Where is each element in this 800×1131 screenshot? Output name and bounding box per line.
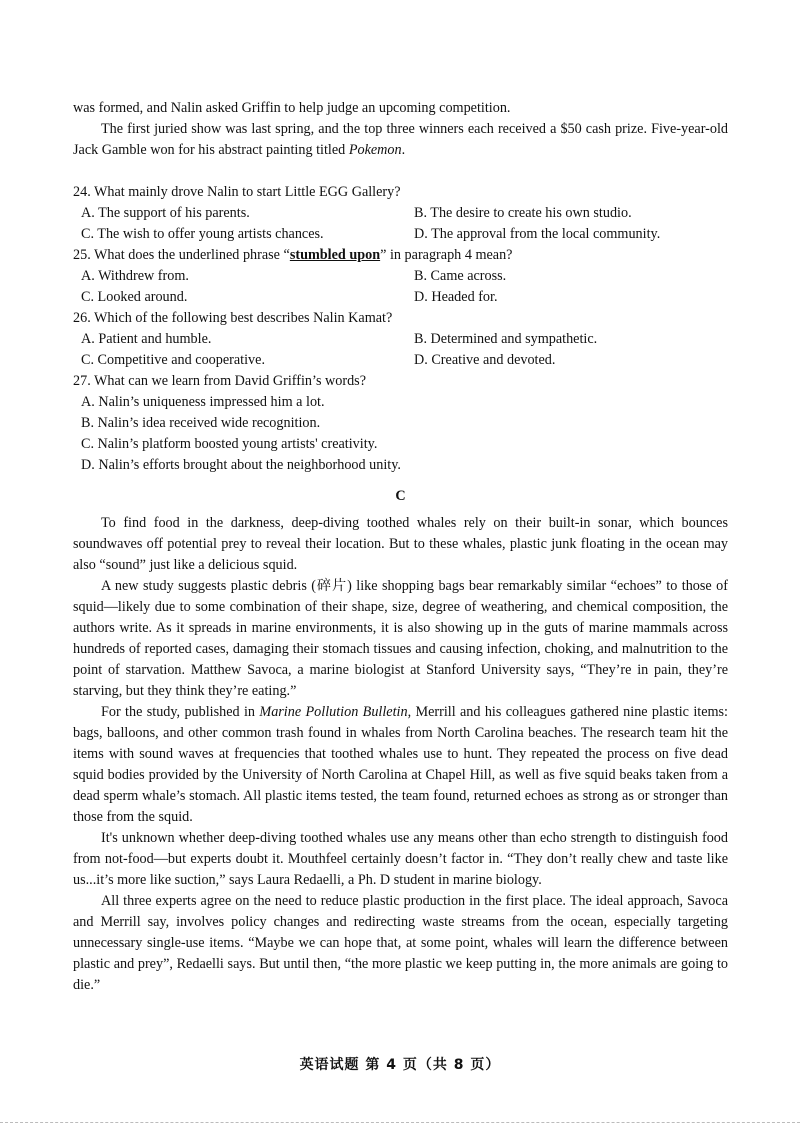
question-stem: 24. What mainly drove Nalin to start Little EGG Gallery? bbox=[73, 184, 401, 200]
option-a: A. Patient and humble. bbox=[81, 331, 212, 347]
option-b: B. The desire to create his own studio. bbox=[414, 205, 632, 221]
options bbox=[81, 392, 728, 476]
question-stem bbox=[73, 245, 728, 266]
option-a: A. Withdrew from. bbox=[81, 268, 189, 284]
option-d: D. The approval from the local community. bbox=[414, 226, 661, 242]
option-c: C. Looked around. bbox=[81, 289, 188, 305]
underlined-phrase: stumbled upon bbox=[289, 247, 381, 263]
question-25 bbox=[73, 245, 728, 308]
option-c: C. Competitive and cooperative. bbox=[81, 352, 265, 368]
option-a: A. The support of his parents. bbox=[81, 205, 250, 221]
stem-start: 25. What does the underlined phrase “ bbox=[73, 247, 290, 263]
intro-paragraph-1: was formed, and Nalin asked Griffin to help judge an upcoming competition. bbox=[73, 100, 511, 116]
section-heading: C bbox=[395, 488, 406, 504]
option-b: B. Nalin’s idea received wide recognition. bbox=[81, 415, 321, 431]
options bbox=[81, 329, 728, 371]
option-c: C. The wish to offer young artists chances. bbox=[81, 226, 324, 242]
options bbox=[81, 203, 728, 245]
journal-title: Marine Pollution Bulletin bbox=[259, 704, 408, 720]
question-27 bbox=[73, 371, 728, 476]
option-d: D. Nalin’s efforts brought about the neighborhood unity. bbox=[81, 457, 401, 473]
passage-paragraph-1: To find food in the darkness, deep-diving toothed whales rely on their built-in sonar, which bounces soundwaves off potential prey to reveal their location. But to these whales, plastic junk floating in the ocean may also “sound” just like a delicious squid. bbox=[73, 515, 728, 573]
question-24 bbox=[73, 182, 728, 245]
passage-paragraph-4: It's unknown whether deep-diving toothed whales use any means other than echo strength to distinguish food from not-food—but experts doubt it. Mouthfeel certainly doesn’t factor in. “They don’t really chew and taste like us...it’s more like suction,” says Laura Redaelli, a Ph. D student in marine biology. bbox=[73, 830, 728, 888]
option-b: B. Came across. bbox=[414, 268, 507, 284]
stem-end: ” in paragraph 4 mean? bbox=[380, 247, 513, 263]
paragraph-text: For the study, published in bbox=[101, 704, 260, 720]
question-stem: 27. What can we learn from David Griffin’s words? bbox=[73, 373, 366, 389]
option-b: B. Determined and sympathetic. bbox=[414, 331, 598, 347]
option-a: A. Nalin’s uniqueness impressed him a lot. bbox=[81, 394, 325, 410]
page-footer: 英语试题 第 4 页（共 8 页） bbox=[299, 1057, 501, 1073]
intro-paragraph-2 bbox=[73, 119, 728, 161]
options bbox=[81, 266, 728, 308]
bottom-divider bbox=[0, 1122, 800, 1123]
painting-title: Pokemon bbox=[348, 142, 402, 158]
passage-paragraph-5: All three experts agree on the need to reduce plastic production in the first place. The ideal approach, Savoca and Merrill say, involves policy changes and redirecting waste streams from the ocean, especially targeting unnecessary single-use items. “Maybe we can hope that, at some point, whales will learn the difference between plastic and prey”, Redaelli says. But until then, “the more plastic we keep putting in, the more animals are going to die.” bbox=[73, 893, 728, 993]
option-c: C. Nalin’s platform boosted young artists' creativity. bbox=[81, 436, 378, 452]
intro-text-end: . bbox=[401, 142, 406, 158]
option-d: D. Headed for. bbox=[414, 289, 498, 305]
option-d: D. Creative and devoted. bbox=[414, 352, 556, 368]
question-stem: 26. Which of the following best describes Nalin Kamat? bbox=[73, 310, 393, 326]
passage-paragraph-3 bbox=[73, 702, 728, 828]
page-content bbox=[73, 98, 728, 996]
intro-text: The first juried show was last spring, and the top three winners each received a $50 cash prize. Five-year-old Jack Gamble won for his abstract painting titled bbox=[73, 121, 728, 158]
paragraph-text-end: , Merrill and his colleagues gathered nine plastic items: bags, balloons, and other common trash found in whales from North Carolina beaches. The research team hit the items with sound waves at frequencies that toothed whales use to hunt. They repeated the process on five dead squid bodies provided by the University of North Carolina at Chapel Hill, as well as five squid beaks taken from a dead sperm whale’s stomach. All plastic items tested, the team found, returned echoes as strong as or stronger than those from the squid. bbox=[73, 704, 728, 825]
question-26 bbox=[73, 308, 728, 371]
passage-paragraph-2: A new study suggests plastic debris (碎片) like shopping bags bear remarkably similar “echoes” to those of squid—likely due to some combination of their shape, size, degree of weathering, and chemical composition, the authors write. As it spreads in marine environments, it is also showing up in the guts of marine mammals across hundreds of reported cases, damaging their stomach tissues and causing infection, choking, and malnutrition to the point of starvation. Matthew Savoca, a marine biologist at Stanford University says, “They’re in pain, they’re starving, but they think they’re eating.” bbox=[73, 578, 728, 699]
